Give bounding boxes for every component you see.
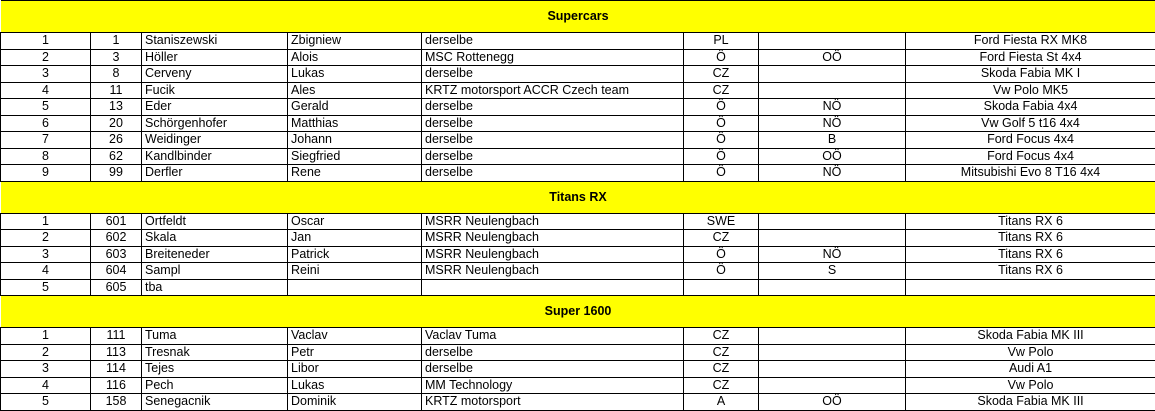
cell-first-name: Matthias — [288, 115, 422, 132]
cell-last-name: Pech — [142, 377, 288, 394]
cell-team: MSRR Neulengbach — [422, 263, 684, 280]
cell-first-name: Oscar — [288, 213, 422, 230]
cell-region — [759, 213, 906, 230]
table-row — [1, 66, 1155, 83]
cell-position: 1 — [1, 328, 91, 345]
cell-start-number: 114 — [91, 361, 142, 378]
table-row — [1, 33, 1155, 50]
cell-car: Titans RX 6 — [906, 263, 1155, 280]
cell-last-name: Fucik — [142, 82, 288, 99]
cell-nation: Ö — [684, 49, 759, 66]
table-row — [1, 361, 1155, 378]
cell-car: Vw Polo MK5 — [906, 82, 1155, 99]
cell-car: Titans RX 6 — [906, 246, 1155, 263]
table-row — [1, 394, 1155, 411]
cell-first-name: Libor — [288, 361, 422, 378]
cell-car: Skoda Fabia MK III — [906, 328, 1155, 345]
cell-region: OÖ — [759, 49, 906, 66]
cell-car: Skoda Fabia MK I — [906, 66, 1155, 83]
cell-last-name: Weidinger — [142, 132, 288, 149]
cell-region — [759, 66, 906, 83]
cell-first-name: Reini — [288, 263, 422, 280]
cell-region: NÖ — [759, 165, 906, 182]
cell-team: MSRR Neulengbach — [422, 213, 684, 230]
cell-region — [759, 279, 906, 296]
cell-region: NÖ — [759, 115, 906, 132]
cell-position: 2 — [1, 344, 91, 361]
cell-last-name: Ortfeldt — [142, 213, 288, 230]
cell-region — [759, 344, 906, 361]
cell-last-name: Kandlbinder — [142, 148, 288, 165]
cell-first-name — [288, 279, 422, 296]
cell-position: 4 — [1, 377, 91, 394]
cell-last-name: Eder — [142, 99, 288, 116]
cell-team: derselbe — [422, 115, 684, 132]
cell-position: 3 — [1, 66, 91, 83]
cell-car: Ford Focus 4x4 — [906, 148, 1155, 165]
cell-position: 1 — [1, 213, 91, 230]
table-row — [1, 279, 1155, 296]
cell-nation: CZ — [684, 328, 759, 345]
cell-team: MSC Rottenegg — [422, 49, 684, 66]
cell-first-name: Gerald — [288, 99, 422, 116]
cell-nation: Ö — [684, 246, 759, 263]
cell-last-name: Staniszewski — [142, 33, 288, 50]
cell-team: derselbe — [422, 66, 684, 83]
cell-nation: CZ — [684, 82, 759, 99]
cell-nation: PL — [684, 33, 759, 50]
table-row — [1, 115, 1155, 132]
cell-start-number: 158 — [91, 394, 142, 411]
table-row — [1, 328, 1155, 345]
cell-car: Titans RX 6 — [906, 230, 1155, 247]
cell-nation: Ö — [684, 132, 759, 149]
cell-region: OÖ — [759, 148, 906, 165]
cell-nation — [684, 279, 759, 296]
section-header-row — [1, 181, 1155, 213]
cell-car: Vw Golf 5 t16 4x4 — [906, 115, 1155, 132]
cell-nation: Ö — [684, 148, 759, 165]
cell-nation: CZ — [684, 230, 759, 247]
cell-start-number: 62 — [91, 148, 142, 165]
cell-last-name: Tejes — [142, 361, 288, 378]
cell-first-name: Rene — [288, 165, 422, 182]
cell-nation: CZ — [684, 361, 759, 378]
cell-position: 4 — [1, 82, 91, 99]
cell-car: Ford Focus 4x4 — [906, 132, 1155, 149]
cell-position: 7 — [1, 132, 91, 149]
cell-car: Skoda Fabia MK III — [906, 394, 1155, 411]
cell-last-name: Skala — [142, 230, 288, 247]
cell-first-name: Ales — [288, 82, 422, 99]
cell-position: 9 — [1, 165, 91, 182]
table-row — [1, 99, 1155, 116]
cell-start-number: 113 — [91, 344, 142, 361]
cell-first-name: Jan — [288, 230, 422, 247]
cell-last-name: Senegacnik — [142, 394, 288, 411]
cell-team: MM Technology — [422, 377, 684, 394]
table-row — [1, 263, 1155, 280]
cell-first-name: Dominik — [288, 394, 422, 411]
cell-car: Ford Fiesta St 4x4 — [906, 49, 1155, 66]
cell-region — [759, 361, 906, 378]
cell-start-number: 13 — [91, 99, 142, 116]
cell-position: 2 — [1, 49, 91, 66]
table-row — [1, 377, 1155, 394]
cell-start-number: 8 — [91, 66, 142, 83]
section-title: Titans RX — [1, 181, 1155, 213]
cell-car: Titans RX 6 — [906, 213, 1155, 230]
table-row — [1, 246, 1155, 263]
cell-last-name: Breiteneder — [142, 246, 288, 263]
table-row — [1, 132, 1155, 149]
table-row — [1, 230, 1155, 247]
cell-team: KRTZ motorsport ACCR Czech team — [422, 82, 684, 99]
cell-start-number: 11 — [91, 82, 142, 99]
cell-team: KRTZ motorsport — [422, 394, 684, 411]
cell-team: derselbe — [422, 165, 684, 182]
table-row — [1, 213, 1155, 230]
cell-region: S — [759, 263, 906, 280]
cell-nation: CZ — [684, 377, 759, 394]
cell-team: MSRR Neulengbach — [422, 246, 684, 263]
cell-start-number: 111 — [91, 328, 142, 345]
cell-region: NÖ — [759, 246, 906, 263]
cell-nation: Ö — [684, 99, 759, 116]
cell-first-name: Lukas — [288, 66, 422, 83]
cell-first-name: Petr — [288, 344, 422, 361]
cell-nation: Ö — [684, 115, 759, 132]
cell-team — [422, 279, 684, 296]
cell-last-name: Schörgenhofer — [142, 115, 288, 132]
table-row — [1, 82, 1155, 99]
cell-position: 5 — [1, 394, 91, 411]
cell-position: 6 — [1, 115, 91, 132]
cell-nation: CZ — [684, 66, 759, 83]
cell-nation: A — [684, 394, 759, 411]
cell-last-name: Höller — [142, 49, 288, 66]
cell-start-number: 602 — [91, 230, 142, 247]
cell-last-name: Tresnak — [142, 344, 288, 361]
cell-last-name: Sampl — [142, 263, 288, 280]
table-row — [1, 344, 1155, 361]
cell-car: Audi A1 — [906, 361, 1155, 378]
cell-car: Ford Fiesta RX MK8 — [906, 33, 1155, 50]
cell-position: 8 — [1, 148, 91, 165]
cell-first-name: Siegfried — [288, 148, 422, 165]
cell-nation: Ö — [684, 165, 759, 182]
cell-car: Vw Polo — [906, 377, 1155, 394]
cell-position: 3 — [1, 361, 91, 378]
cell-team: derselbe — [422, 99, 684, 116]
cell-position: 5 — [1, 99, 91, 116]
cell-team: derselbe — [422, 361, 684, 378]
cell-region: NÖ — [759, 99, 906, 116]
cell-start-number: 604 — [91, 263, 142, 280]
cell-start-number: 20 — [91, 115, 142, 132]
cell-start-number: 605 — [91, 279, 142, 296]
table-row — [1, 49, 1155, 66]
cell-start-number: 601 — [91, 213, 142, 230]
cell-region — [759, 82, 906, 99]
cell-last-name: tba — [142, 279, 288, 296]
cell-region — [759, 33, 906, 50]
cell-team: derselbe — [422, 148, 684, 165]
cell-region — [759, 230, 906, 247]
section-title: Supercars — [1, 1, 1155, 33]
cell-start-number: 3 — [91, 49, 142, 66]
cell-first-name: Johann — [288, 132, 422, 149]
table-row — [1, 148, 1155, 165]
cell-team: derselbe — [422, 344, 684, 361]
cell-position: 2 — [1, 230, 91, 247]
cell-start-number: 603 — [91, 246, 142, 263]
cell-nation: SWE — [684, 213, 759, 230]
cell-team: derselbe — [422, 132, 684, 149]
cell-last-name: Derfler — [142, 165, 288, 182]
cell-region: OÖ — [759, 394, 906, 411]
cell-last-name: Tuma — [142, 328, 288, 345]
cell-team: MSRR Neulengbach — [422, 230, 684, 247]
cell-position: 1 — [1, 33, 91, 50]
cell-start-number: 116 — [91, 377, 142, 394]
cell-last-name: Cerveny — [142, 66, 288, 83]
section-header-row — [1, 296, 1155, 328]
cell-region: B — [759, 132, 906, 149]
cell-nation: CZ — [684, 344, 759, 361]
cell-first-name: Patrick — [288, 246, 422, 263]
cell-car: Mitsubishi Evo 8 T16 4x4 — [906, 165, 1155, 182]
cell-start-number: 1 — [91, 33, 142, 50]
cell-first-name: Lukas — [288, 377, 422, 394]
cell-team: derselbe — [422, 33, 684, 50]
section-header-row — [1, 1, 1155, 33]
cell-position: 5 — [1, 279, 91, 296]
cell-car: Skoda Fabia 4x4 — [906, 99, 1155, 116]
cell-region — [759, 377, 906, 394]
section-title: Super 1600 — [1, 296, 1155, 328]
cell-car — [906, 279, 1155, 296]
cell-nation: Ö — [684, 263, 759, 280]
cell-position: 4 — [1, 263, 91, 280]
cell-position: 3 — [1, 246, 91, 263]
cell-first-name: Vaclav — [288, 328, 422, 345]
cell-car: Vw Polo — [906, 344, 1155, 361]
cell-start-number: 99 — [91, 165, 142, 182]
cell-first-name: Zbigniew — [288, 33, 422, 50]
cell-start-number: 26 — [91, 132, 142, 149]
cell-region — [759, 328, 906, 345]
table-row — [1, 165, 1155, 182]
cell-first-name: Alois — [288, 49, 422, 66]
cell-team: Vaclav Tuma — [422, 328, 684, 345]
